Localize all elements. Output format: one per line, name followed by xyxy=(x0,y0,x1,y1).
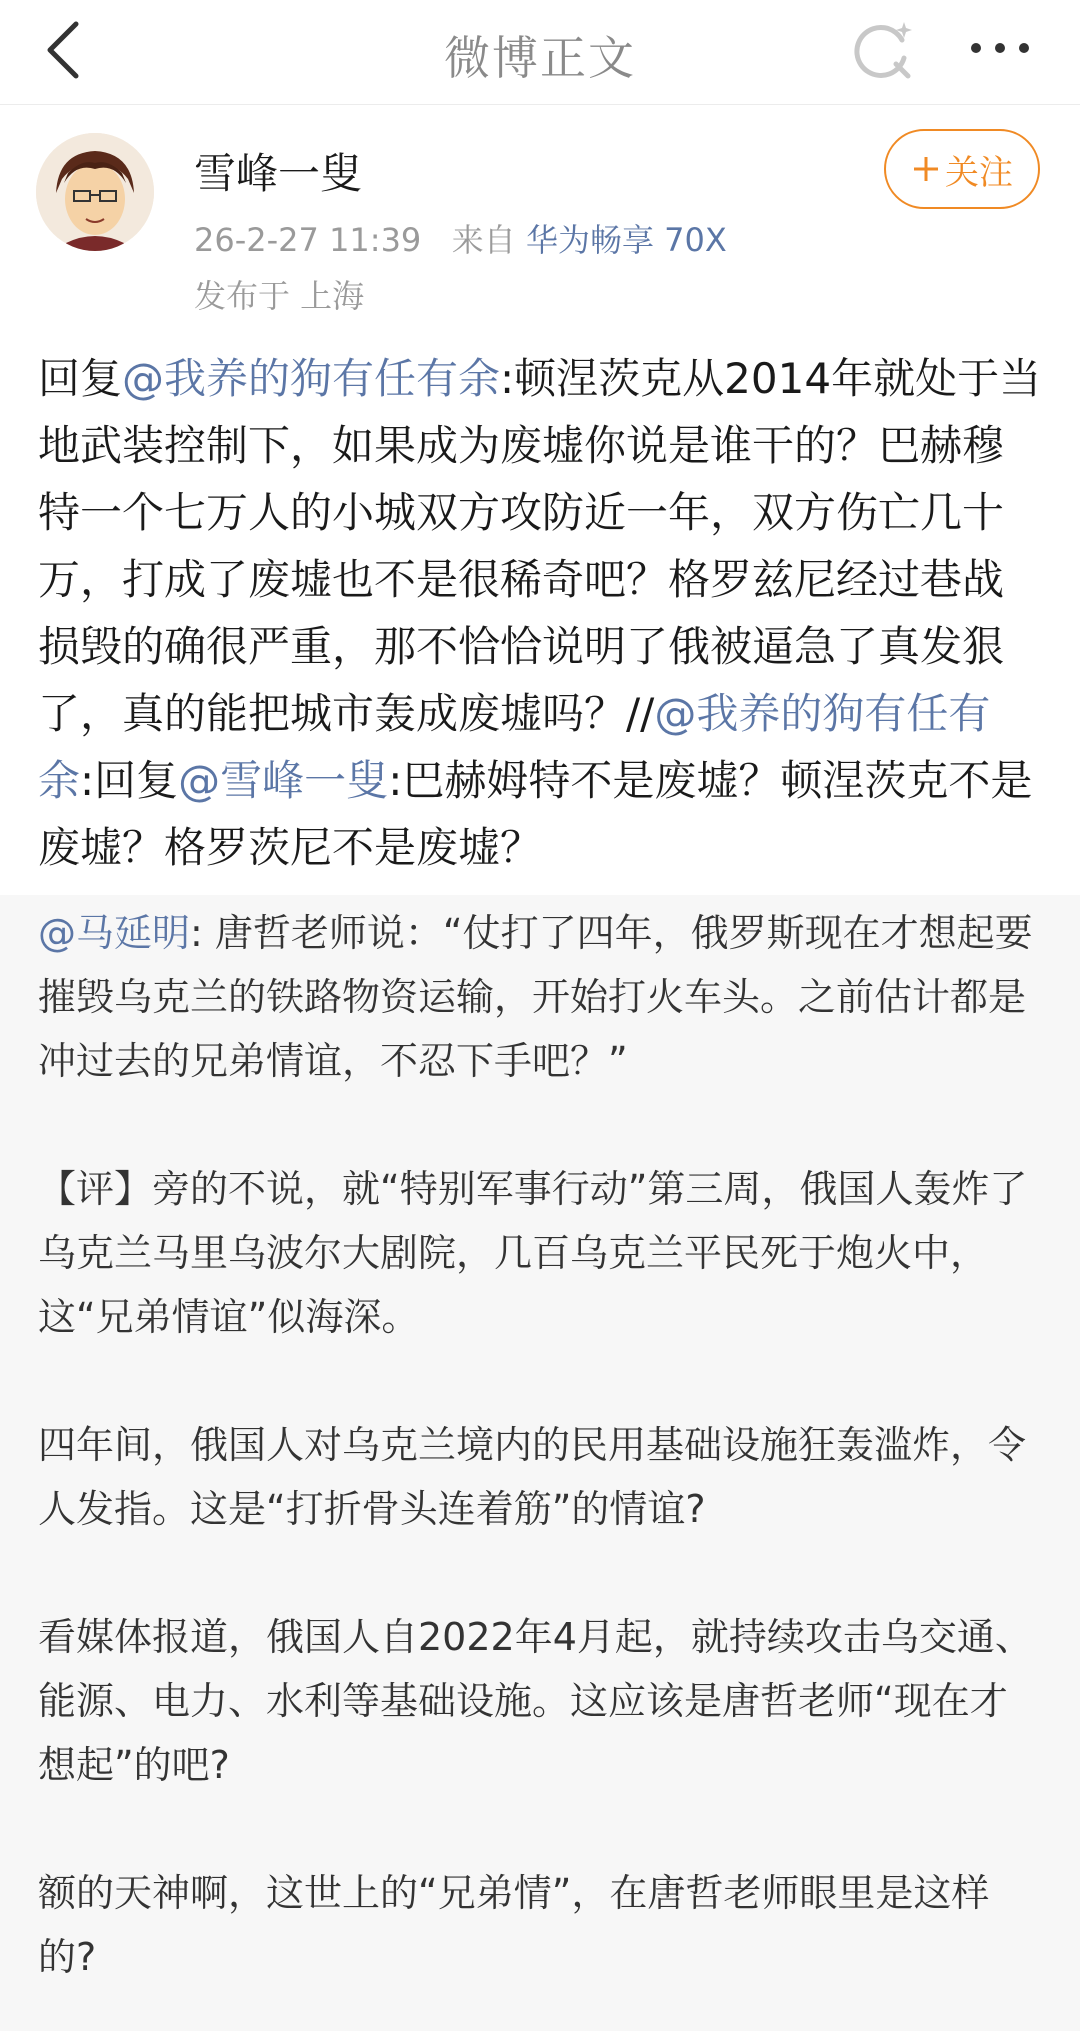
post-text: :回复 xyxy=(80,756,179,805)
author-name[interactable]: 雪峰一叟 xyxy=(194,149,363,198)
reply-label: 回复 xyxy=(38,354,123,403)
author-header xyxy=(0,105,1080,345)
avatar[interactable] xyxy=(36,133,154,251)
post-body xyxy=(0,345,1080,895)
mention-link[interactable]: @我养的狗有任有余 xyxy=(122,354,501,403)
page-title: 微博正文 xyxy=(444,31,636,85)
plus-icon xyxy=(911,154,941,184)
quoted-text: : 唐哲老师说：“仗打了四年，俄罗斯现在才想起要摧毁乌克兰的铁路物资运输，开始打火车头。之前估计都是冲过去的兄弟情谊，不忍下手吧？” xyxy=(38,911,1033,1083)
refresh-icon[interactable] xyxy=(846,14,916,84)
post-text: :巴赫姆特不是废墟？顿涅茨克不是废墟？格罗茨尼不是废墟？ xyxy=(38,756,1033,872)
quoted-paragraph: 额的天神啊，这世上的“兄弟情”，在唐哲老师眼里是这样的? xyxy=(38,1871,990,1979)
follow-button[interactable] xyxy=(884,129,1040,209)
device-link[interactable]: 华为畅享 70X xyxy=(525,221,727,259)
quoted-paragraph: 看媒体报道，俄国人自2022年4月起，就持续攻击乌交通、能源、电力、水利等基础设施。这应该是唐哲老师“现在才想起”的吧? xyxy=(38,1615,1033,1787)
quoted-paragraph: 【评】旁的不说，就“特别军事行动”第三周，俄国人轰炸了乌克兰马里乌波尔大剧院，几百乌克兰平民死于炮火中，这“兄弟情谊”似海深。 xyxy=(38,1167,1028,1339)
post-location: 发布于 上海 xyxy=(194,277,365,315)
quoted-paragraph: 四年间，俄国人对乌克兰境内的民用基础设施狂轰滥炸，令人发指。这是“打折骨头连着筋”的情谊? xyxy=(38,1423,1027,1531)
quoted-post[interactable] xyxy=(0,895,1080,2031)
mention-link[interactable]: @雪峰一叟 xyxy=(178,756,389,805)
more-options-icon[interactable] xyxy=(960,18,1040,78)
post-text: :顿涅茨克从2014年就处于当地武装控制下，如果成为废墟你说是谁干的？巴赫穆特一个七万人的小城双方攻防近一年，双方伤亡几十万，打成了废墟也不是很稀奇吧？格罗兹尼经过巷战损毁的确很严重，那不恰恰说明了俄被逼急了真发狠了，真的能把城市轰成废墟吗？// xyxy=(38,354,1042,738)
quoted-author-link[interactable]: @马延明 xyxy=(38,911,191,955)
mention-link[interactable]: @我养的狗有任有余 xyxy=(38,689,991,805)
top-bar xyxy=(0,0,1080,105)
from-label: 来自 xyxy=(451,221,516,259)
follow-label: 关注 xyxy=(945,152,1013,193)
post-meta xyxy=(194,215,727,261)
post-time: 26-2-27 11:39 xyxy=(194,221,422,259)
quoted-paragraph xyxy=(38,901,1042,1093)
